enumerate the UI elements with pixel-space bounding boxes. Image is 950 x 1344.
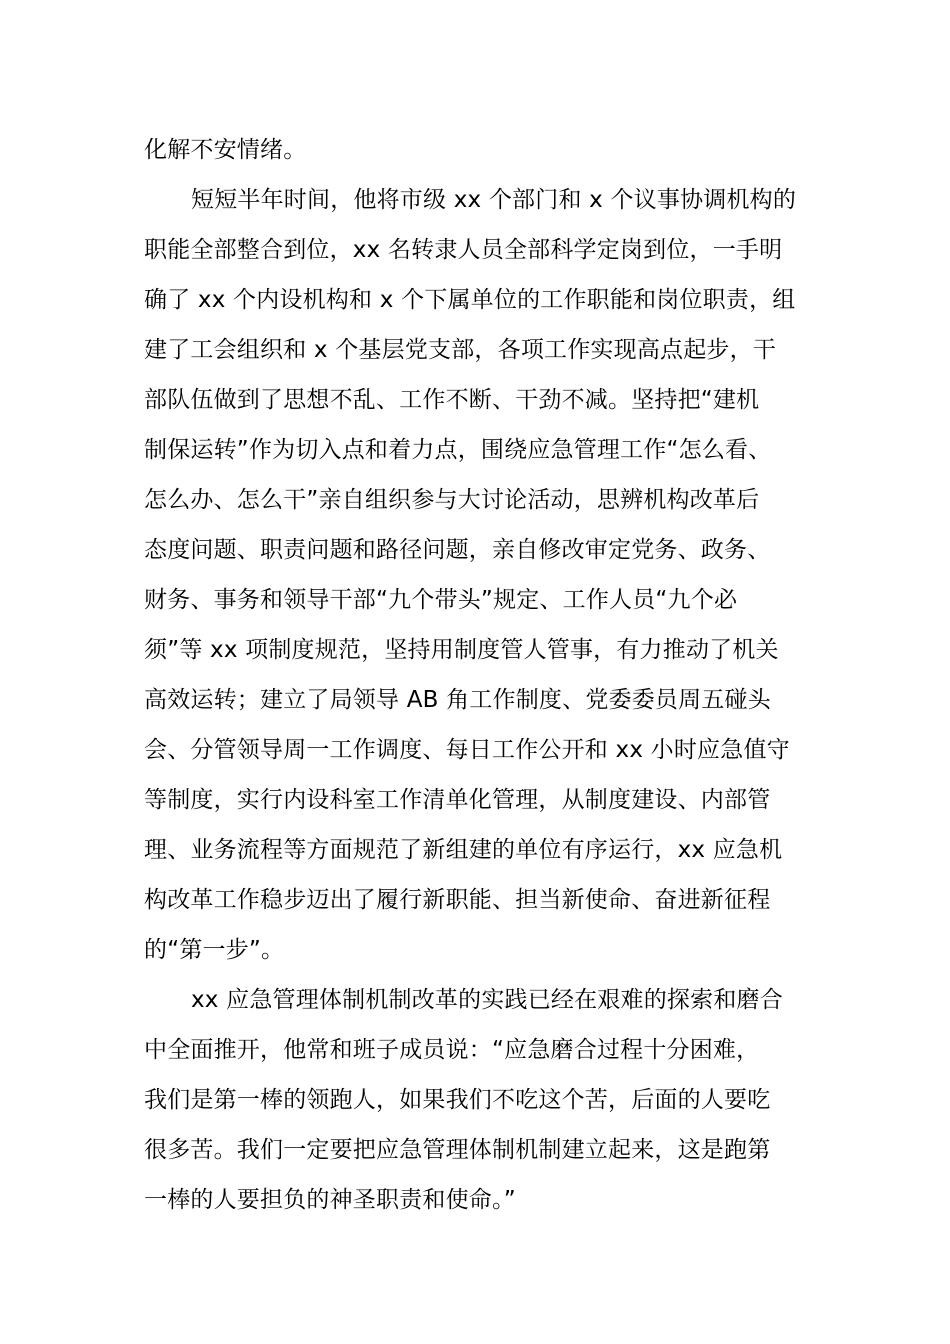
text-line: 化解不安情绪。	[144, 137, 307, 163]
text-line: 一棒的人要担负的神圣职责和使命。”	[144, 1187, 516, 1213]
text-line: 财务、事务和领导干部“九个带头”规定、工作人员“九个必	[144, 587, 738, 613]
text-line: 我们是第一棒的领跑人，如果我们不吃这个苦，后面的人要吃	[144, 1087, 771, 1113]
text-line: 等制度，实行内设科室工作清单化管理，从制度建设、内部管	[144, 787, 771, 813]
text-line: 构改革工作稳步迈出了履行新职能、担当新使命、奋进新征程	[144, 887, 771, 913]
text-line: 会、分管领导周一工作调度、每日工作公开和 xx 小时应急值守	[144, 737, 790, 763]
text-line: 确了 xx 个内设机构和 x 个下属单位的工作职能和岗位职责，组	[144, 287, 796, 313]
paragraph-start-line: xx 应急管理体制机制改革的实践已经在艰难的探索和磨合	[191, 987, 783, 1013]
paragraph-start-line: 短短半年时间，他将市级 xx 个部门和 x 个议事协调机构的	[191, 187, 797, 213]
text-line: 中全面推开，他常和班子成员说：“应急磨合过程十分困难，	[144, 1037, 760, 1063]
text-line: 制保运转”作为切入点和着力点，围绕应急管理工作“怎么看、	[144, 437, 772, 463]
text-line: 建了工会组织和 x 个基层党支部，各项工作实现高点起步，干	[144, 337, 777, 363]
text-line: 高效运转；建立了局领导 AB 角工作制度、党委委员周五碰头	[144, 687, 771, 713]
text-line: 须”等 xx 项制度规范，坚持用制度管人管事，有力推动了机关	[144, 637, 779, 663]
text-line: 很多苦。我们一定要把应急管理体制机制建立起来，这是跑第	[144, 1137, 771, 1163]
text-line: 职能全部整合到位，xx 名转隶人员全部科学定岗到位，一手明	[144, 237, 783, 263]
text-line: 态度问题、职责问题和路径问题，亲自修改审定党务、政务、	[144, 537, 771, 563]
text-line: 的“第一步”。	[144, 937, 285, 963]
text-line: 怎么办、怎么干”亲自组织参与大讨论活动，思辨机构改革后	[144, 487, 760, 513]
text-line: 部队伍做到了思想不乱、工作不断、干劲不减。坚持把“建机	[144, 387, 760, 413]
text-line: 理、业务流程等方面规范了新组建的单位有序运行，xx 应急机	[144, 837, 783, 863]
